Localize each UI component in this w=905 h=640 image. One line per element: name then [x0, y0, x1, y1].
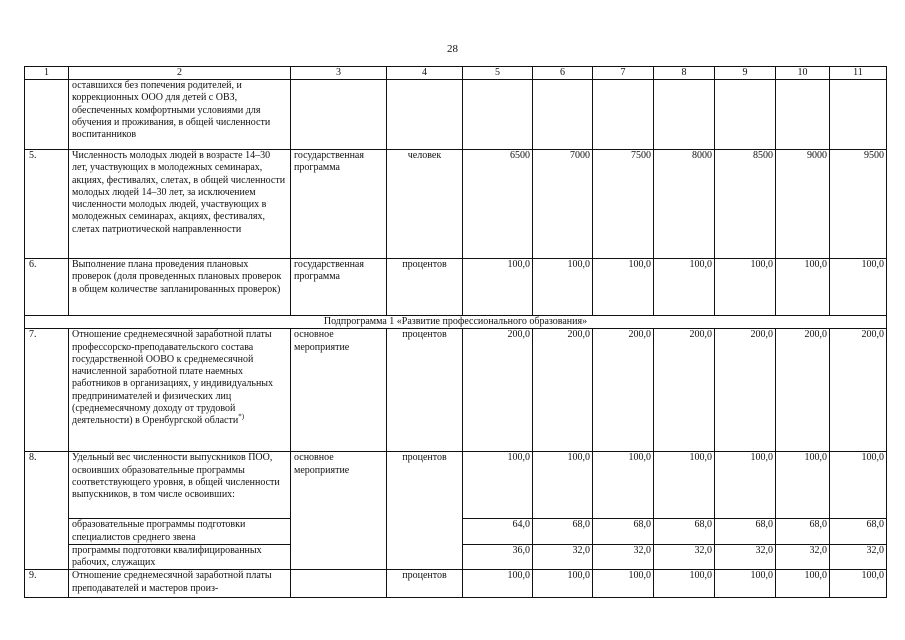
subprogram-title: Подпрограмма 1 «Развитие профессионального образования»	[25, 316, 887, 329]
value-cell: 100,0	[776, 452, 830, 519]
table-row	[25, 150, 887, 259]
unit-cell: процентов	[387, 259, 463, 316]
table-row	[25, 329, 887, 452]
unit-cell: процентов	[387, 329, 463, 452]
column-header: 2	[69, 67, 291, 80]
value-cell: 68,0	[533, 519, 593, 545]
value-cell: 8500	[715, 150, 776, 259]
indicator-name: Удельный вес численности выпускников ПОО, освоивших образовательные программы соответствующего уровня, в общей численности выпускников, в том числе освоивших:	[69, 452, 291, 519]
value-cell: 100,0	[654, 259, 715, 316]
page-number: 28	[447, 43, 458, 55]
row-number: 7.	[25, 329, 69, 452]
value-cell: 32,0	[593, 544, 654, 570]
value-cell: 200,0	[776, 329, 830, 452]
row-number: 5.	[25, 150, 69, 259]
value-cell: 64,0	[463, 519, 533, 545]
value-cell: 200,0	[593, 329, 654, 452]
empty-cell	[593, 80, 654, 150]
indicators-table	[24, 66, 887, 598]
value-cell: 100,0	[830, 259, 887, 316]
value-cell: 7000	[533, 150, 593, 259]
row-number	[25, 80, 69, 150]
value-cell: 100,0	[715, 259, 776, 316]
value-cell: 100,0	[715, 570, 776, 598]
column-header: 10	[776, 67, 830, 80]
indicator-name: Численность молодых людей в возрасте 14–30 лет, участвующих в молодежных семинарах, акциях, фестивалях, слетах, в общей численности молодых людей 14–30 лет, за исключением численности молодых людей, участвующих в молодежных семинарах, акциях, фестивалях, слетах патриотической направленности	[69, 150, 291, 259]
source-cell: основное мероприятие	[291, 329, 387, 452]
column-header: 9	[715, 67, 776, 80]
row-number: 9.	[25, 570, 69, 598]
empty-cell	[463, 80, 533, 150]
value-cell: 100,0	[776, 570, 830, 598]
indicator-text: Отношение среднемесячной заработной платы профессорско-преподавательского состава государственной ООВО к среднемесячной начисленной заработной плате наемных работников в организациях, у индивидуальных предпринимателей и физических лиц (среднемесячному доходу от трудовой деятельности) в Оренбургской области	[72, 329, 274, 427]
column-header: 3	[291, 67, 387, 80]
value-cell: 36,0	[463, 544, 533, 570]
empty-cell	[291, 80, 387, 150]
empty-cell	[715, 80, 776, 150]
value-cell: 100,0	[533, 452, 593, 519]
value-cell: 32,0	[533, 544, 593, 570]
source-cell: государственная программа	[291, 150, 387, 259]
value-cell: 68,0	[715, 519, 776, 545]
source-cell: государственная программа	[291, 259, 387, 316]
value-cell: 100,0	[593, 570, 654, 598]
table-row	[25, 452, 887, 519]
unit-cell: человек	[387, 150, 463, 259]
value-cell: 100,0	[463, 452, 533, 519]
value-cell: 200,0	[533, 329, 593, 452]
subprogram-row	[25, 316, 887, 329]
column-header: 1	[25, 67, 69, 80]
column-header: 7	[593, 67, 654, 80]
column-header: 8	[654, 67, 715, 80]
value-cell: 32,0	[830, 544, 887, 570]
value-cell: 32,0	[776, 544, 830, 570]
value-cell: 100,0	[533, 259, 593, 316]
source-cell: основное мероприятие	[291, 452, 387, 570]
empty-cell	[830, 80, 887, 150]
value-cell: 68,0	[830, 519, 887, 545]
indicator-name: Выполнение плана проведения плановых проверок (доля проведенных плановых проверок в общем количестве запланированных проверок)	[69, 259, 291, 316]
empty-cell	[776, 80, 830, 150]
value-cell: 100,0	[654, 452, 715, 519]
value-cell: 6500	[463, 150, 533, 259]
source-cell	[291, 570, 387, 598]
row-number: 8.	[25, 452, 69, 570]
unit-cell: процентов	[387, 570, 463, 598]
empty-cell	[654, 80, 715, 150]
value-cell: 68,0	[776, 519, 830, 545]
column-header: 6	[533, 67, 593, 80]
indicator-name: Отношение среднемесячной заработной платы преподавателей и мастеров произ-	[69, 570, 291, 598]
table-row	[25, 259, 887, 316]
value-cell: 100,0	[654, 570, 715, 598]
value-cell: 100,0	[776, 259, 830, 316]
value-cell: 100,0	[463, 570, 533, 598]
table-row	[25, 80, 887, 150]
value-cell: 8000	[654, 150, 715, 259]
value-cell: 200,0	[654, 329, 715, 452]
empty-cell	[387, 80, 463, 150]
unit-cell: процентов	[387, 452, 463, 570]
indicator-name: оставшихся без попечения родителей, и коррекционных ООО для детей с ОВЗ, обеспеченных комфортными условиями для обучения и проживания, в общей численности воспитанников	[69, 80, 291, 150]
value-cell: 68,0	[654, 519, 715, 545]
column-header: 4	[387, 67, 463, 80]
value-cell: 200,0	[715, 329, 776, 452]
indicator-name: образовательные программы подготовки специалистов среднего звена	[69, 519, 291, 545]
value-cell: 68,0	[593, 519, 654, 545]
value-cell: 100,0	[593, 259, 654, 316]
column-header: 11	[830, 67, 887, 80]
value-cell: 9500	[830, 150, 887, 259]
value-cell: 7500	[593, 150, 654, 259]
indicator-name	[69, 329, 291, 452]
footnote-mark: *)	[238, 413, 245, 422]
value-cell: 100,0	[593, 452, 654, 519]
value-cell: 9000	[776, 150, 830, 259]
value-cell: 200,0	[463, 329, 533, 452]
row-number: 6.	[25, 259, 69, 316]
value-cell: 100,0	[830, 570, 887, 598]
header-row	[25, 67, 887, 80]
value-cell: 32,0	[715, 544, 776, 570]
value-cell: 200,0	[830, 329, 887, 452]
column-header: 5	[463, 67, 533, 80]
value-cell: 32,0	[654, 544, 715, 570]
value-cell: 100,0	[463, 259, 533, 316]
indicator-name: программы подготовки квалифицированных рабочих, служащих	[69, 544, 291, 570]
empty-cell	[533, 80, 593, 150]
value-cell: 100,0	[533, 570, 593, 598]
value-cell: 100,0	[715, 452, 776, 519]
value-cell: 100,0	[830, 452, 887, 519]
table-row	[25, 570, 887, 598]
